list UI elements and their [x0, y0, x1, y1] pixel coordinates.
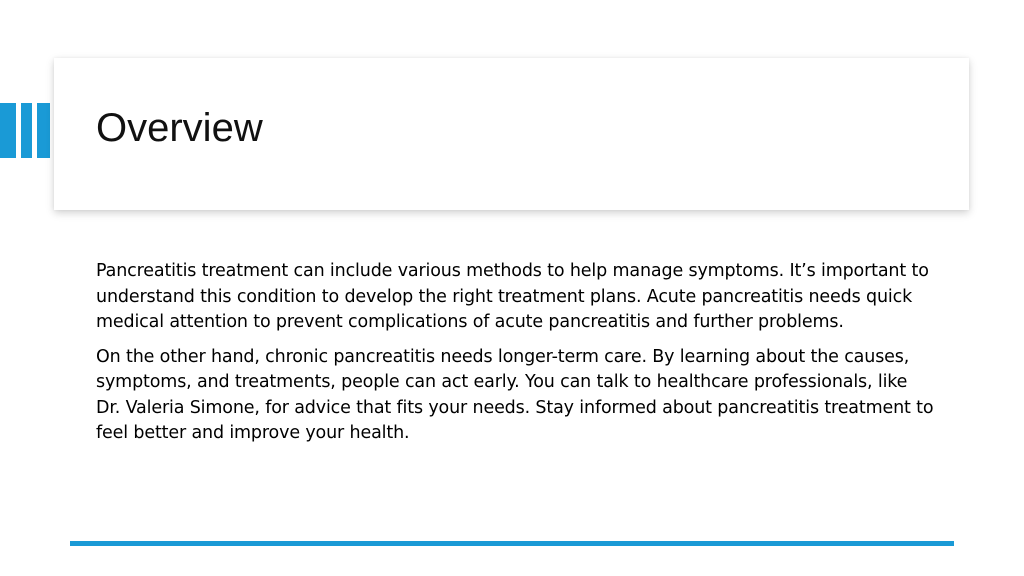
bottom-divider — [70, 541, 954, 546]
title-card — [54, 58, 969, 210]
body-paragraph: On the other hand, chronic pancreatitis needs longer-term care. By learning about the causes, symptoms, and treatments, people can act early. You can talk to healthcare professionals, like Dr. Valeria Simone, for advice that fits your needs. Stay informed about pancreatitis treatment to feel better and improve your health. — [96, 346, 934, 443]
accent-bars-decoration — [0, 103, 54, 158]
accent-bar — [21, 103, 32, 158]
slide-title: Overview — [96, 106, 263, 150]
slide-body — [96, 259, 936, 456]
accent-bar — [0, 103, 16, 158]
body-paragraph: Pancreatitis treatment can include various methods to help manage symptoms. It’s important to understand this condition to develop the right treatment plans. Acute pancreatitis needs quick medical attention to prevent complications of acute pancreatitis and further problems. — [96, 261, 929, 332]
accent-bar — [37, 103, 50, 158]
